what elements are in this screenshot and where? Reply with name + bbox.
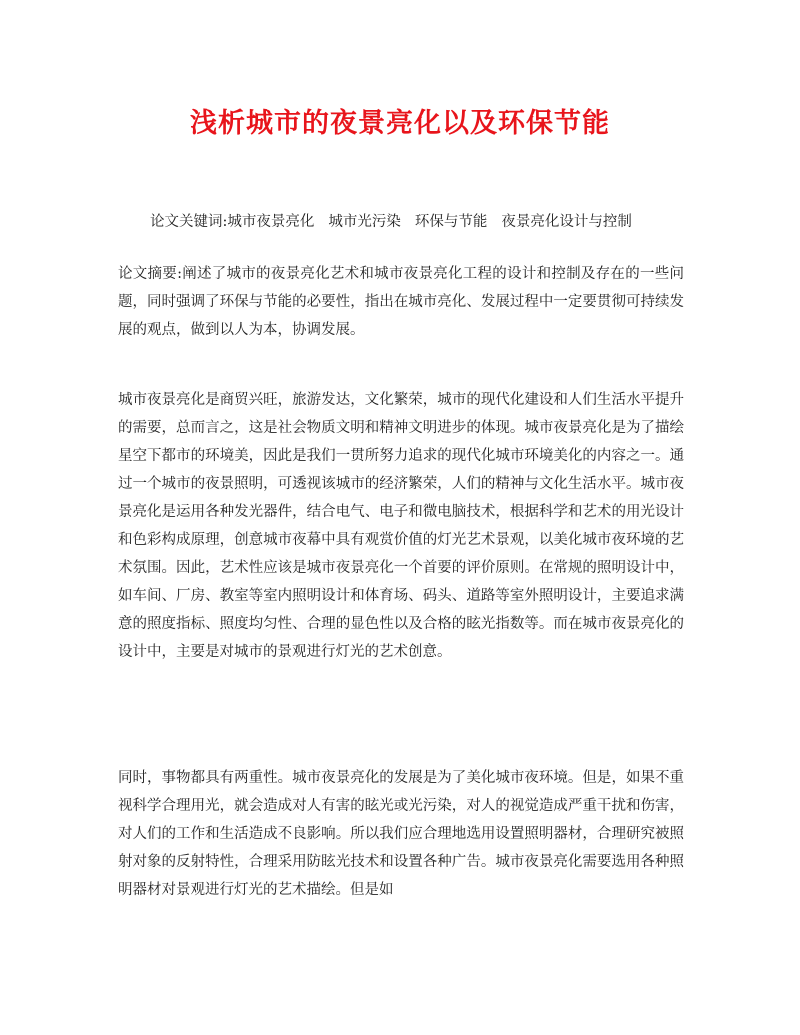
body-paragraph: 城市夜景亮化是商贸兴旺，旅游发达，文化繁荣，城市的现代化建设和人们生活水平提升的需要，总而言之，这是社会物质文明和精神文明进步的体现。城市夜景亮化是为了描绘星空下都市的环境美，因此是我们一贯所努力追求的现代化城市环境美化的内容之一。通过一个城市的夜景照明，可透视该城市的经济繁荣，人们的精神与文化生活水平。城市夜景亮化是运用各种发光器件，结合电气、电子和微电脑技术，根据科学和艺术的用光设计和色彩构成原理，创意城市夜幕中具有观赏价值的灯光艺术景观，以美化城市夜环境的艺术氛围。因此，艺术性应该是城市夜景亮化一个首要的评价原则。在常规的照明设计中，如车间、厂房、教室等室内照明设计和体育场、码头、道路等室外照明设计，主要追求满意的照度指标、照度均匀性、合理的显色性以及合格的眩光指数等。而在城市夜景亮化的设计中，主要是对城市的景观进行灯光的艺术创意。	[118, 392, 684, 660]
document-title: 浅析城市的夜景亮化以及环保节能	[190, 108, 610, 139]
keywords-line	[150, 210, 690, 234]
abstract-paragraph: 论文摘要:阐述了城市的夜景亮化艺术和城市夜景亮化工程的设计和控制及存在的一些问题，同时强调了环保与节能的必要性，指出在城市亮化、发展过程中一定要贯彻可持续发展的观点，做到以人为本，协调发展。	[118, 266, 684, 338]
keywords-label: 论文关键词:	[150, 214, 228, 230]
keyword-item: 城市光污染	[328, 214, 401, 230]
body-paragraph: 同时，事物都具有两重性。城市夜景亮化的发展是为了美化城市夜环境。但是，如果不重视科学合理用光，就会造成对人有害的眩光或光污染，对人的视觉造成严重干扰和伤害，对人们的工作和生活造成不良影响。所以我们应合理地选用设置照明器材，合理研究被照射对象的反射特性，合理采用防眩光技术和设置各种广告。城市夜景亮化需要选用各种照明器材对景观进行灯光的艺术描绘。但是如	[118, 770, 684, 898]
keyword-item: 城市夜景亮化	[227, 214, 315, 230]
keyword-item: 环保与节能	[414, 214, 488, 230]
keyword-item: 夜景亮化设计与控制	[501, 214, 632, 230]
